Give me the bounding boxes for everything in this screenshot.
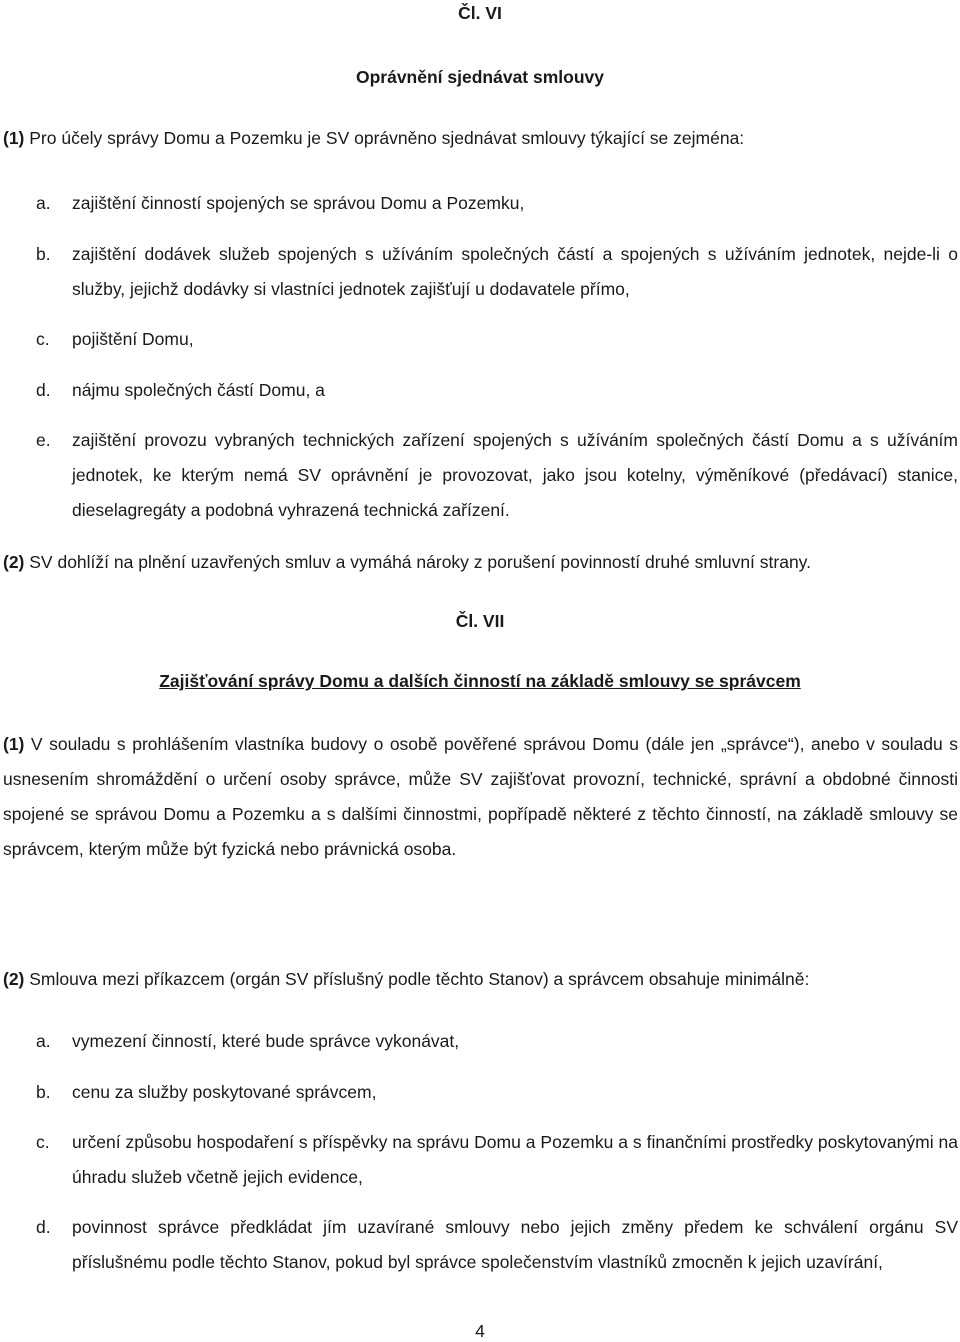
article-6-paragraph-2 [3, 545, 958, 580]
list-item-text: vymezení činností, které bude správce vykonávat, [72, 1031, 460, 1051]
list-item-text: zajištění dodávek služeb spojených s užíváním společných částí a spojených s užíváním jednotek, nejde-li o služby, jejichž dodávky si vlastníci jednotek zajišťují u dodavatele přímo, [72, 244, 958, 299]
list-item-label: a. [36, 1031, 51, 1051]
list-item-label: b. [36, 244, 51, 264]
paragraph-text: Smlouva mezi příkazcem (orgán SV příslušný podle těchto Stanov) a správcem obsahuje minimálně: [24, 969, 810, 989]
list-item-text: určení způsobu hospodaření s příspěvky na správu Domu a Pozemku a s finančními prostředky poskytovanými na úhradu služeb včetně jejich evidence, [72, 1132, 958, 1187]
paragraph-number: (2) [3, 552, 25, 572]
list-item-text: pojištění Domu, [72, 329, 194, 349]
list-item-label: e. [36, 430, 51, 450]
list-item-text: povinnost správce předkládat jím uzavírané smlouvy nebo jejich změny předem ke schválení orgánu SV příslušnému podle těchto Stanov, pokud byl správce společenstvím vlastníků zmocněn k jejich uzavírání, [72, 1217, 958, 1272]
list-item-label: a. [36, 193, 51, 213]
page-number: 4 [475, 1321, 485, 1341]
article-6-paragraph-1 [3, 121, 958, 156]
list-item-text: nájmu společných částí Domu, a [72, 380, 325, 400]
article-6-title: Oprávnění sjednávat smlouvy [355, 67, 604, 87]
article-7-paragraph-1 [3, 727, 958, 867]
paragraph-number: (1) [3, 734, 25, 754]
article-7-heading: Čl. VII [455, 611, 505, 631]
article-7-title: Zajišťování správy Domu a dalších činností na základě smlouvy se správcem [159, 671, 801, 691]
list-item-text: zajištění provozu vybraných technických zařízení spojených s užíváním společných částí Domu a s užíváním jednotek, ke kterým nemá SV oprávnění je provozovat, jako jsou kotelny, výměníkové (předávací) stanice, dieselagregáty a podobná vyhrazená technická zařízení. [72, 430, 958, 520]
list-item-label: c. [36, 1132, 50, 1152]
list-item-text: zajištění činností spojených se správou Domu a Pozemku, [72, 193, 525, 213]
paragraph-number: (2) [3, 969, 25, 989]
list-item-label: d. [36, 1217, 51, 1237]
paragraph-text: Pro účely správy Domu a Pozemku je SV oprávněno sjednávat smlouvy týkající se zejména: [24, 128, 745, 148]
list-item-text: cenu za služby poskytované správcem, [72, 1082, 377, 1102]
list-item-label: b. [36, 1082, 51, 1102]
paragraph-text: V souladu s prohlášením vlastníka budovy o osobě pověřené správou Domu (dále jen „správce“), anebo v souladu s usnesením shromáždění o určení osoby správce, může SV zajišťovat provozní, technické, správní a obdobné činnosti spojené se správou Domu a Pozemku a s dalšími činnostmi, popřípadě některé z těchto činností, na základě smlouvy se správcem, kterým může být fyzická nebo právnická osoba. [3, 734, 958, 859]
article-7-paragraph-2 [3, 962, 958, 997]
list-item-label: d. [36, 380, 51, 400]
article-6-heading: Čl. VI [458, 3, 502, 23]
paragraph-number: (1) [3, 128, 25, 148]
list-item-label: c. [36, 329, 50, 349]
paragraph-text: SV dohlíží na plnění uzavřených smluv a vymáhá nároky z porušení povinností druhé smluvní strany. [24, 552, 811, 572]
